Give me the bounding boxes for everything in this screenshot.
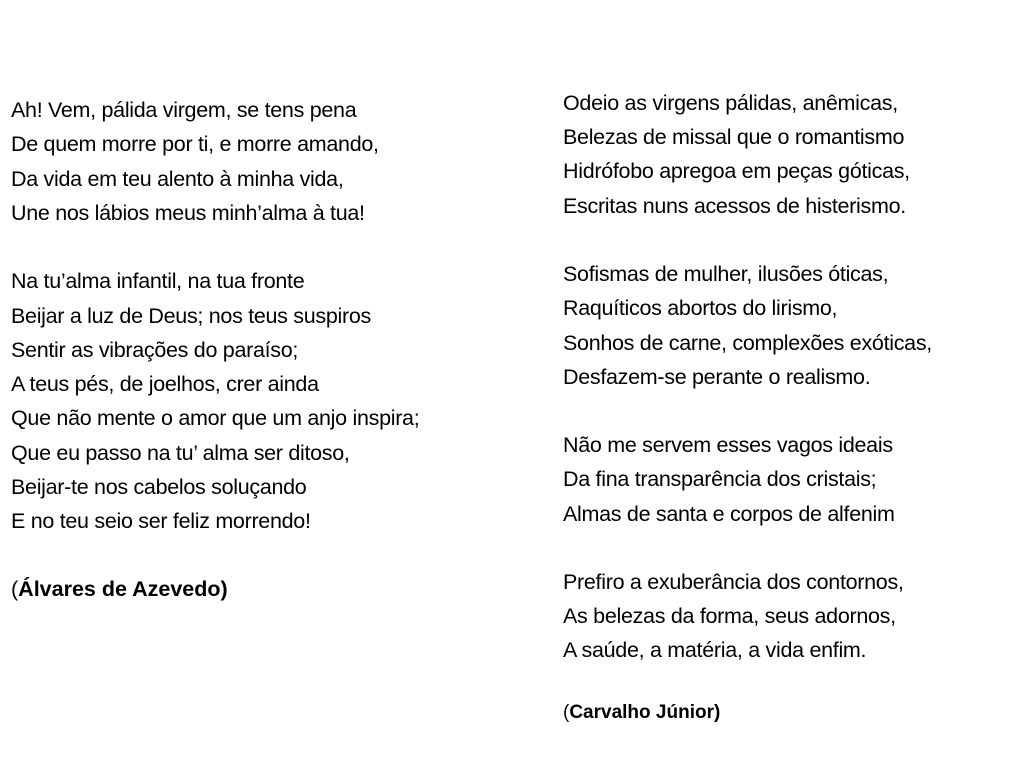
poem-line: Escritas nuns acessos de histerismo. <box>563 194 906 218</box>
poem-line: Odeio as virgens pálidas, anêmicas, <box>563 91 898 115</box>
poem-line: As belezas da forma, seus adornos, <box>563 604 896 628</box>
poem-line: Almas de santa e corpos de alfenim <box>563 502 895 526</box>
poem-line: Beijar a luz de Deus; nos teus suspiros <box>11 304 371 328</box>
poem-line: Une nos lábios meus minh’alma à tua! <box>11 201 365 225</box>
poem-line: Sentir as vibrações do paraíso; <box>11 338 299 362</box>
poem-line: Sofismas de mulher, ilusões óticas, <box>563 262 889 286</box>
poem-line: A saúde, a matéria, a vida enfim. <box>563 638 867 662</box>
poem-line: Ah! Vem, pálida virgem, se tens pena <box>11 98 357 122</box>
author-name: Carvalho Júnior) <box>569 702 721 723</box>
poem-line: A teus pés, de joelhos, crer ainda <box>11 372 319 396</box>
author-open-paren: ( <box>563 702 570 723</box>
poem-line: Belezas de missal que o romantismo <box>563 125 905 149</box>
author-open-paren: ( <box>11 577 19 601</box>
poem-line: Não me servem esses vagos ideais <box>563 433 893 457</box>
poem-line: Prefiro a exuberância dos contornos, <box>563 570 904 594</box>
poem-line: Que não mente o amor que um anjo inspira; <box>11 406 420 430</box>
poem-line: Na tu’alma infantil, na tua fronte <box>11 269 305 293</box>
poem-author <box>11 576 228 602</box>
poem-line: Beijar-te nos cabelos soluçando <box>11 475 307 499</box>
poem-line: Raquíticos abortos do lirismo, <box>563 296 838 320</box>
author-name: Álvares de Azevedo) <box>18 577 228 601</box>
poem-line: Sonhos de carne, complexões exóticas, <box>563 331 932 355</box>
poem-line: Hidrófobo apregoa em peças góticas, <box>563 159 910 183</box>
poem-author <box>563 700 720 726</box>
poem-line: Desfazem-se perante o realismo. <box>563 365 871 389</box>
poem-line: De quem morre por ti, e morre amando, <box>11 132 379 156</box>
poem-line: E no teu seio ser feliz morrendo! <box>11 509 311 533</box>
poem-line: Da vida em teu alento à minha vida, <box>11 167 344 191</box>
poem-line: Que eu passo na tu’ alma ser ditoso, <box>11 441 350 465</box>
poem-line: Da fina transparência dos cristais; <box>563 467 877 491</box>
